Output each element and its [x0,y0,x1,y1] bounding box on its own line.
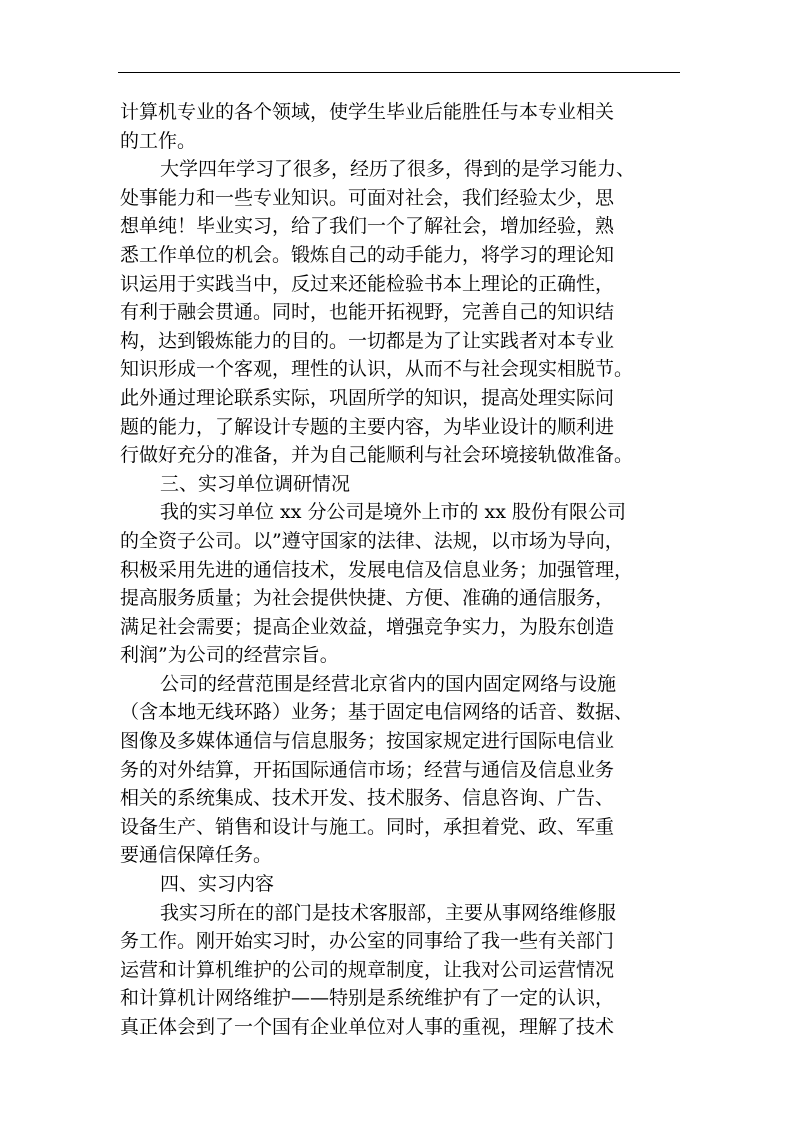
text-line: 知识形成一个客观，理性的认识，从而不与社会现实相脱节。 [120,358,634,381]
text-line: 悉工作单位的机会。锻炼自己的动手能力，将学习的理论知 [120,243,615,266]
text-line: 我的实习单位 xx 分公司是境外上市的 xx 股份有限公司 [160,501,627,524]
text-line: 公司的经营范围是经营北京省内的国内固定网络与设施 [160,672,617,695]
text-line: 我实习所在的部门是技术客服部，主要从事网络维修服 [160,901,617,924]
text-line: 相关的系统集成、技术开发、技术服务、信息咨询、广告、 [120,787,615,810]
text-line: 务的对外结算，开拓国际通信市场；经营与通信及信息业务 [120,758,615,781]
text-line: 要通信保障任务。 [120,844,273,867]
text-line: 运营和计算机维护的公司的规章制度，让我对公司运营情况 [120,958,615,981]
text-line: 真正体会到了一个国有企业单位对人事的重视，理解了技术 [120,1016,615,1038]
text-line: 的工作。 [120,129,197,152]
text-line: 四、实习内容 [160,873,275,896]
header-rule [118,72,680,73]
text-line: 和计算机计网络维护——特别是系统维护有了一定的认识， [120,987,615,1010]
text-line: 利润”为公司的经营宗旨。 [120,644,339,667]
text-line: （含本地无线环路）业务；基于固定电信网络的话音、数据、 [120,701,634,724]
text-line: 务工作。刚开始实习时，办公室的同事给了我一些有关部门 [120,930,615,953]
document-body [120,98,680,1042]
text-line: 三、实习单位调研情况 [160,472,351,495]
text-line: 满足社会需要；提高企业效益，增强竞争实力，为股东创造 [120,615,615,638]
text-line: 想单纯！毕业实习，给了我们一个了解社会，增加经验，熟 [120,215,615,238]
text-line: 此外通过理论联系实际，巩固所学的知识，提高处理实际问 [120,386,615,409]
text-line: 提高服务质量；为社会提供快捷、方便、准确的通信服务， [120,587,615,610]
text-line: 的全资子公司。以”遵守国家的法律、法规，以市场为导向， [120,529,624,552]
text-line: 大学四年学习了很多，经历了很多，得到的是学习能力、 [160,158,636,181]
text-line: 计算机专业的各个领域，使学生毕业后能胜任与本专业相关 [120,101,615,123]
text-line: 积极采用先进的通信技术，发展电信及信息业务；加强管理， [120,558,634,581]
text-line: 设备生产、销售和设计与施工。同时，承担着党、政、军重 [120,815,615,838]
text-line: 有利于融会贯通。同时，也能开拓视野，完善自己的知识结 [120,301,615,324]
text-line: 行做好充分的准备，并为自己能顺利与社会环境接轨做准备。 [120,444,634,467]
text-line: 题的能力，了解设计专题的主要内容，为毕业设计的顺利进 [120,415,615,438]
text-line: 构，达到锻炼能力的目的。一切都是为了让实践者对本专业 [120,329,615,352]
text-line: 处事能力和一些专业知识。可面对社会，我们经验太少，思 [120,186,615,209]
text-line: 图像及多媒体通信与信息服务；按国家规定进行国际电信业 [120,730,615,753]
text-line: 识运用于实践当中，反过来还能检验书本上理论的正确性， [120,272,615,295]
